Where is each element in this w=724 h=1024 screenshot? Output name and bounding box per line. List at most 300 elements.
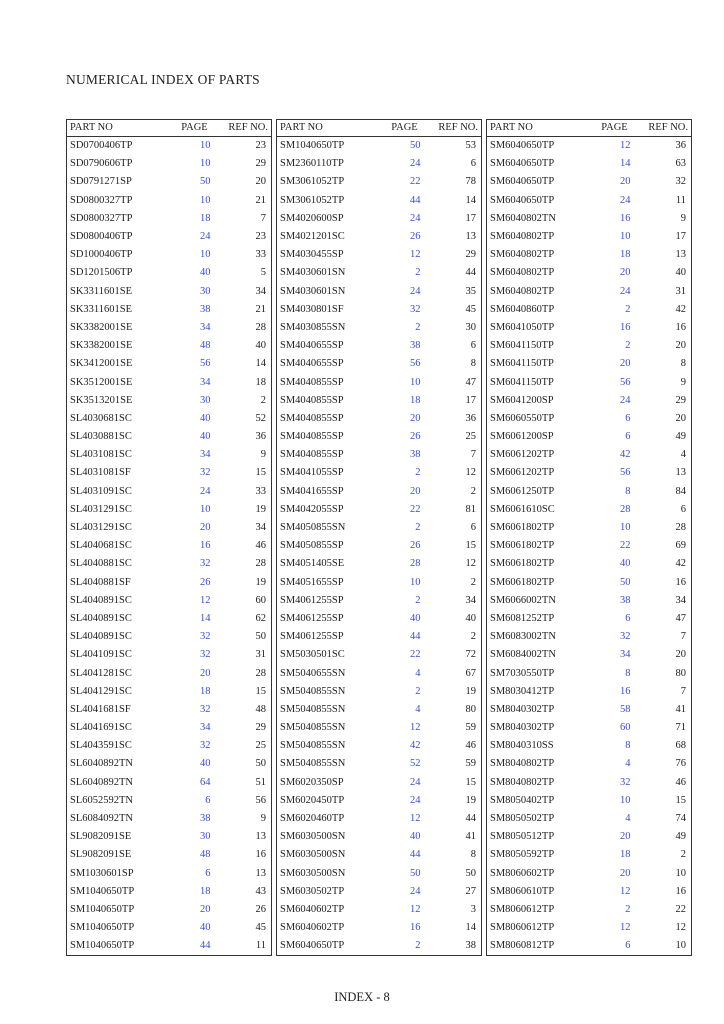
ref-no-cell: 25: [465, 431, 476, 443]
table-row: [67, 646, 272, 664]
table-row: [67, 846, 272, 864]
ref-no-cell: 29: [675, 394, 686, 406]
page-cell: 6: [625, 412, 631, 424]
table-row: [487, 683, 692, 701]
table-row: [277, 792, 482, 810]
page-cell: 56: [620, 467, 631, 479]
ref-no-cell: 25: [255, 740, 266, 752]
ref-no-cell: 69: [675, 540, 686, 552]
ref-no-cell: 16: [675, 321, 686, 333]
page-cell: 6: [205, 867, 211, 879]
table-row: [67, 774, 272, 792]
part-number-cell: SM4051655SP: [280, 576, 344, 588]
page-cell: 12: [620, 885, 631, 897]
ref-no-cell: 28: [255, 321, 266, 333]
table-row: [487, 355, 692, 373]
table-row: [487, 483, 692, 501]
page-cell: 42: [410, 740, 421, 752]
page-cell: 24: [410, 776, 421, 788]
ref-no-cell: 52: [255, 412, 266, 424]
ref-no-cell: 36: [675, 140, 686, 152]
page-cell: 24: [410, 158, 421, 170]
ref-no-cell: 48: [255, 703, 266, 715]
part-number-cell: SL6040892TN: [70, 776, 133, 788]
page-cell: 8: [625, 485, 631, 497]
table-row: [67, 446, 272, 464]
table-row: [277, 192, 482, 210]
page-cell: 48: [200, 849, 211, 861]
page-cell: 14: [200, 612, 211, 624]
part-number-cell: SM5040655SN: [280, 667, 346, 679]
ref-no-cell: 80: [465, 703, 476, 715]
ref-no-header: REF NO.: [429, 120, 482, 137]
page-cell: 16: [410, 922, 421, 934]
table-row: [277, 137, 482, 156]
ref-no-cell: 40: [465, 612, 476, 624]
page-cell: 38: [200, 813, 211, 825]
ref-no-cell: 42: [675, 303, 686, 315]
ref-no-cell: 32: [675, 176, 686, 188]
part-number-cell: SM4061255SP: [280, 612, 344, 624]
page-cell: 32: [200, 703, 211, 715]
page-cell: 24: [410, 885, 421, 897]
part-number-cell: SM6040802TP: [490, 285, 555, 297]
page-cell: 28: [620, 503, 631, 515]
ref-no-cell: 6: [470, 158, 476, 170]
ref-no-cell: 78: [465, 176, 476, 188]
table-row: [67, 664, 272, 682]
table-row: [487, 392, 692, 410]
page-cell: 50: [200, 176, 211, 188]
ref-no-cell: 34: [255, 522, 266, 534]
page-cell: 2: [415, 467, 421, 479]
part-number-cell: SM4040855SP: [280, 394, 344, 406]
ref-no-cell: 2: [260, 394, 266, 406]
table-row: [487, 574, 692, 592]
page-footer: INDEX - 8: [334, 990, 390, 1004]
ref-no-cell: 16: [675, 576, 686, 588]
part-number-cell: SL4031291SC: [70, 503, 132, 515]
part-number-cell: SM3061052TP: [280, 176, 345, 188]
ref-no-cell: 50: [255, 758, 266, 770]
part-number-cell: SM8040802TP: [490, 758, 555, 770]
page-cell: 4: [625, 813, 631, 825]
ref-no-cell: 15: [675, 794, 686, 806]
page-cell: 58: [620, 703, 631, 715]
table-row: [67, 737, 272, 755]
page-cell: 12: [410, 813, 421, 825]
part-number-cell: SM5040855SN: [280, 685, 346, 697]
part-number-cell: SL6040892TN: [70, 758, 133, 770]
ref-no-cell: 10: [675, 867, 686, 879]
page-cell: 6: [625, 940, 631, 952]
page-cell: 40: [200, 758, 211, 770]
page-cell: 48: [200, 340, 211, 352]
page-cell: 50: [410, 867, 421, 879]
ref-no-cell: 60: [255, 594, 266, 606]
part-number-cell: SK3512001SE: [70, 376, 133, 388]
table-row: [67, 555, 272, 573]
page-cell: 34: [620, 649, 631, 661]
page-cell: 6: [625, 612, 631, 624]
part-number-cell: SL4030881SC: [70, 431, 132, 443]
table-row: [67, 228, 272, 246]
part-number-cell: SL4040891SC: [70, 612, 132, 624]
part-number-cell: SL4030681SC: [70, 412, 132, 424]
part-number-cell: SM5040855SN: [280, 740, 346, 752]
table-row: [67, 574, 272, 592]
table-row: [487, 828, 692, 846]
table-row: [277, 555, 482, 573]
page-cell: 50: [620, 576, 631, 588]
ref-no-cell: 29: [465, 249, 476, 261]
part-number-cell: SM4030855SN: [280, 321, 346, 333]
part-number-cell: SL4041691SC: [70, 722, 132, 734]
part-no-header: PART NO: [67, 120, 171, 137]
table-row: [277, 646, 482, 664]
part-number-cell: SL4031291SC: [70, 522, 132, 534]
page-cell: 44: [410, 849, 421, 861]
page-cell: 44: [410, 631, 421, 643]
part-number-cell: SM4050855SP: [280, 540, 344, 552]
table-row: [67, 865, 272, 883]
part-number-cell: SL4040881SF: [70, 576, 131, 588]
table-row: [67, 355, 272, 373]
part-number-cell: SK3311601SE: [70, 285, 133, 297]
page-cell: 10: [200, 194, 211, 206]
ref-no-cell: 16: [255, 849, 266, 861]
page-cell: 24: [410, 212, 421, 224]
part-number-cell: SM8060610TP: [490, 885, 555, 897]
part-number-cell: SM6041150TP: [490, 340, 554, 352]
table-row: [277, 755, 482, 773]
page-cell: 32: [620, 776, 631, 788]
table-row: [277, 610, 482, 628]
page-cell: 18: [620, 249, 631, 261]
ref-no-cell: 12: [465, 558, 476, 570]
part-number-cell: SM1040650TP: [70, 940, 135, 952]
part-number-cell: SM8040302TP: [490, 703, 555, 715]
part-number-cell: SM1040650TP: [70, 922, 135, 934]
page-cell: 20: [620, 867, 631, 879]
ref-no-cell: 29: [255, 158, 266, 170]
ref-no-cell: 6: [470, 340, 476, 352]
ref-no-cell: 9: [680, 212, 686, 224]
part-number-cell: SM6061202TP: [490, 449, 555, 461]
ref-no-cell: 10: [675, 940, 686, 952]
ref-no-cell: 29: [255, 722, 266, 734]
page-cell: 10: [410, 376, 421, 388]
part-number-cell: SM6040860TP: [490, 303, 555, 315]
page-cell: 24: [200, 485, 211, 497]
ref-no-cell: 84: [675, 485, 686, 497]
ref-no-cell: 34: [675, 594, 686, 606]
ref-no-cell: 17: [465, 212, 476, 224]
ref-no-cell: 2: [470, 576, 476, 588]
ref-no-cell: 7: [260, 212, 266, 224]
page-cell: 12: [620, 922, 631, 934]
page-cell: 20: [620, 358, 631, 370]
ref-no-cell: 22: [675, 903, 686, 915]
ref-no-cell: 50: [465, 867, 476, 879]
page-header: PAGE: [171, 120, 219, 137]
part-number-cell: SM4040855SP: [280, 431, 344, 443]
table-row: [277, 592, 482, 610]
part-number-cell: SM6061802TP: [490, 558, 555, 570]
ref-no-cell: 11: [675, 194, 686, 206]
table-row: [277, 574, 482, 592]
page-cell: 24: [620, 194, 631, 206]
table-row: [277, 373, 482, 391]
page-cell: 40: [200, 267, 211, 279]
ref-no-cell: 38: [465, 940, 476, 952]
parts-table-2: [276, 119, 482, 956]
ref-no-cell: 23: [255, 140, 266, 152]
table-row: [277, 828, 482, 846]
table-row: [487, 228, 692, 246]
page-cell: 32: [200, 558, 211, 570]
part-number-cell: SM8060602TP: [490, 867, 555, 879]
part-number-cell: SK3513201SE: [70, 394, 133, 406]
ref-no-cell: 17: [465, 394, 476, 406]
table-row: [67, 246, 272, 264]
part-number-cell: SL4041681SF: [70, 703, 131, 715]
table-row: [277, 319, 482, 337]
ref-no-cell: 36: [255, 431, 266, 443]
part-no-header: PART NO: [487, 120, 591, 137]
part-number-cell: SM6030500SN: [280, 849, 346, 861]
page-cell: 32: [410, 303, 421, 315]
page-header: PAGE: [591, 120, 639, 137]
ref-no-cell: 16: [675, 885, 686, 897]
page-cell: 32: [620, 631, 631, 643]
ref-no-cell: 72: [465, 649, 476, 661]
part-number-cell: SM8050592TP: [490, 849, 555, 861]
page-cell: 16: [620, 321, 631, 333]
table-row: [487, 901, 692, 919]
table-row: [487, 919, 692, 937]
ref-no-cell: 42: [675, 558, 686, 570]
part-number-cell: SM4061255SP: [280, 631, 344, 643]
part-number-cell: SK3382001SE: [70, 340, 133, 352]
ref-no-cell: 40: [675, 267, 686, 279]
ref-no-cell: 14: [465, 194, 476, 206]
part-number-cell: SM6040802TP: [490, 231, 555, 243]
table-row: [67, 283, 272, 301]
table-row: [277, 410, 482, 428]
table-row: [487, 610, 692, 628]
table-row: [67, 337, 272, 355]
table-row: [277, 155, 482, 173]
page-cell: 40: [410, 831, 421, 843]
part-number-cell: SM6061802TP: [490, 576, 555, 588]
page-cell: 14: [620, 158, 631, 170]
ref-no-cell: 46: [255, 540, 266, 552]
table-row: [487, 464, 692, 482]
ref-no-cell: 15: [255, 685, 266, 697]
table-row: [487, 428, 692, 446]
ref-no-cell: 80: [675, 667, 686, 679]
table-row: [67, 901, 272, 919]
page-cell: 2: [625, 303, 631, 315]
table-row: [67, 501, 272, 519]
page-cell: 26: [410, 231, 421, 243]
part-number-cell: SM4020600SP: [280, 212, 344, 224]
part-number-cell: SM4041655SP: [280, 485, 344, 497]
page-cell: 2: [415, 685, 421, 697]
table-row: [277, 701, 482, 719]
ref-no-cell: 8: [680, 358, 686, 370]
page-cell: 8: [625, 740, 631, 752]
page-cell: 42: [620, 449, 631, 461]
part-number-cell: SM8050402TP: [490, 794, 555, 806]
ref-no-cell: 46: [465, 740, 476, 752]
table-header-row: [67, 120, 272, 137]
part-number-cell: SL4031081SC: [70, 449, 132, 461]
page-cell: 38: [620, 594, 631, 606]
ref-no-cell: 20: [675, 649, 686, 661]
part-number-cell: SD1201506TP: [70, 267, 133, 279]
page-cell: 12: [200, 594, 211, 606]
page-cell: 32: [200, 649, 211, 661]
ref-no-cell: 9: [680, 376, 686, 388]
table-row: [277, 737, 482, 755]
part-number-cell: SM6061610SC: [490, 503, 555, 515]
part-number-cell: SM4040855SP: [280, 412, 344, 424]
ref-no-cell: 46: [675, 776, 686, 788]
table-row: [487, 937, 692, 956]
page-cell: 24: [410, 794, 421, 806]
ref-no-cell: 59: [465, 722, 476, 734]
ref-no-cell: 47: [465, 376, 476, 388]
part-number-cell: SM2360110TP: [280, 158, 344, 170]
ref-no-cell: 9: [260, 813, 266, 825]
page-cell: 18: [410, 394, 421, 406]
part-number-cell: SD0800327TP: [70, 194, 133, 206]
ref-no-cell: 15: [255, 467, 266, 479]
table-row: [277, 355, 482, 373]
part-number-cell: SM4021201SC: [280, 231, 345, 243]
part-number-cell: SL6084092TN: [70, 813, 133, 825]
page-cell: 20: [200, 522, 211, 534]
table-row: [277, 810, 482, 828]
ref-no-cell: 12: [675, 922, 686, 934]
table-row: [67, 610, 272, 628]
ref-no-cell: 43: [255, 885, 266, 897]
page-cell: 18: [620, 849, 631, 861]
ref-no-cell: 71: [675, 722, 686, 734]
parts-table-1: [66, 119, 272, 956]
table-row: [67, 483, 272, 501]
table-header-row: [487, 120, 692, 137]
table-row: [67, 173, 272, 191]
page-cell: 2: [415, 321, 421, 333]
page-cell: 40: [200, 922, 211, 934]
ref-no-cell: 33: [255, 485, 266, 497]
page-title: NUMERICAL INDEX OF PARTS: [66, 72, 260, 87]
parts-index-tables: [66, 119, 692, 956]
part-number-cell: SM6040650TP: [490, 140, 555, 152]
page-cell: 64: [200, 776, 211, 788]
table-row: [487, 664, 692, 682]
part-number-cell: SM6061250TP: [490, 485, 555, 497]
ref-no-cell: 45: [255, 922, 266, 934]
part-number-cell: SM6040650TP: [490, 176, 555, 188]
part-number-cell: SM6060550TP: [490, 412, 555, 424]
page-cell: 34: [200, 449, 211, 461]
part-number-cell: SM5040855SN: [280, 722, 346, 734]
part-number-cell: SM1040650TP: [70, 903, 135, 915]
page-cell: 32: [200, 631, 211, 643]
ref-no-cell: 28: [255, 667, 266, 679]
page-cell: 26: [410, 540, 421, 552]
ref-no-cell: 44: [465, 267, 476, 279]
ref-no-cell: 81: [465, 503, 476, 515]
part-no-header: PART NO: [277, 120, 381, 137]
table-row: [487, 865, 692, 883]
part-number-cell: SM4050855SN: [280, 522, 346, 534]
part-number-cell: SM4040855SP: [280, 449, 344, 461]
part-number-cell: SM6040802TP: [490, 249, 555, 261]
page-cell: 40: [620, 558, 631, 570]
page-cell: 60: [620, 722, 631, 734]
table-row: [487, 883, 692, 901]
ref-no-cell: 2: [470, 631, 476, 643]
ref-no-cell: 31: [255, 649, 266, 661]
ref-no-cell: 3: [470, 903, 476, 915]
table-header-row: [277, 120, 482, 137]
table-row: [277, 173, 482, 191]
table-row: [487, 410, 692, 428]
ref-no-cell: 19: [255, 576, 266, 588]
table-row: [277, 664, 482, 682]
part-number-cell: SM6041050TP: [490, 321, 555, 333]
ref-no-header: REF NO.: [639, 120, 692, 137]
part-number-cell: SM6040602TP: [280, 922, 345, 934]
table-row: [67, 755, 272, 773]
table-row: [277, 228, 482, 246]
part-number-cell: SM4030801SF: [280, 303, 344, 315]
part-number-cell: SM3061052TP: [280, 194, 345, 206]
ref-no-cell: 13: [675, 249, 686, 261]
page-cell: 2: [625, 340, 631, 352]
page-cell: 40: [410, 612, 421, 624]
part-number-cell: SM8050502TP: [490, 813, 555, 825]
table-row: [67, 155, 272, 173]
ref-no-cell: 41: [465, 831, 476, 843]
ref-no-cell: 49: [675, 431, 686, 443]
ref-no-cell: 7: [470, 449, 476, 461]
ref-no-cell: 27: [465, 885, 476, 897]
part-number-cell: SM8040302TP: [490, 722, 555, 734]
table-row: [277, 519, 482, 537]
ref-no-cell: 53: [465, 140, 476, 152]
part-number-cell: SL9082091SE: [70, 831, 132, 843]
part-number-cell: SM6081252TP: [490, 612, 555, 624]
table-row: [487, 192, 692, 210]
page-cell: 2: [415, 940, 421, 952]
part-number-cell: SL4041291SC: [70, 685, 132, 697]
ref-no-cell: 4: [680, 449, 686, 461]
table-row: [67, 519, 272, 537]
table-row: [487, 555, 692, 573]
part-number-cell: SD0700406TP: [70, 140, 133, 152]
page-cell: 24: [620, 394, 631, 406]
ref-no-cell: 13: [255, 867, 266, 879]
table-row: [277, 683, 482, 701]
table-row: [487, 173, 692, 191]
page-cell: 28: [410, 558, 421, 570]
